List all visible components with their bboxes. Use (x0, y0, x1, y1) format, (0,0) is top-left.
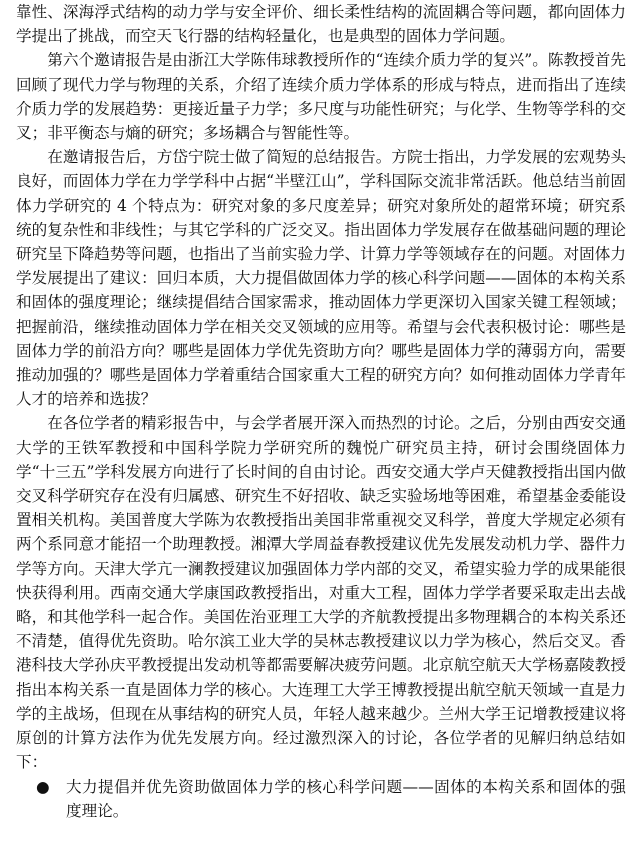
bullet-marker: ● (36, 777, 50, 796)
paragraph-3: 在邀请报告后，方岱宁院士做了简短的总结报告。方院士指出，力学发展的宏观势头良好，而固体力学在力学学科中占据“半壁江山”，学科国际交流非常活跃。他总结当前固体力学研究的 4 个特点为：研究对象的多尺度差异；研究对象所处的超常环境；研究系统的复杂性和非线性；与其它学科的广泛交叉。指出固体力学发展存在做基础问题的理论研究呈下降趋势等问题，也指出了当前实验力学、计算力学等领域存在的问题。对固体力学发展提出了建议：回归本质，大力提倡做固体力学的核心科学问题——固体的本构关系和固体的强度理论；继续提倡结合国家需求，推动固体力学更深切入国家关键工程领域；把握前沿，继续推动固体力学在相关交叉领域的应用等。希望与会代表积极讨论：哪些是固体力学的前沿方向？哪些是固体力学优先资助方向？哪些是固体力学的薄弱方向，需要推动加强的？哪些是固体力学着重结合国家重大工程的研究方向？如何推动固体力学青年人才的培养和选拔？ (16, 148, 626, 409)
paragraph-4: 在各位学者的精彩报告中，与会学者展开深入而热烈的讨论。之后，分别由西安交通大学的王铁军教授和中国科学院力学研究所的魏悦广研究员主持，研讨会围绕固体力学“十三五”学科发展方向进行了长时间的自由讨论。西安交通大学卢天健教授指出国内做交叉科学研究存在没有归属感、研究生不好招收、缺乏实验场地等困难，希望基金委能设置相关机构。美国普度大学陈为农教授指出美国非常重视交叉科学，普度大学规定必须有两个系同意才能招一个助理教授。湘潭大学周益春教授建议优先发展发动机力学、器件力学等方向。天津大学亢一澜教授建议加强固体力学内部的交叉，希望实验力学的成果能很快获得利用。西南交通大学康国政教授指出，对重大工程，固体力学学者要采取走出去战略，和其他学科一起合作。美国佐治亚理工大学的齐航教授提出多物理耦合的本构关系还不清楚，值得优先资助。哈尔滨工业大学的吴林志教授建议以力学为核心，然后交叉。香港科技大学孙庆平教授提出发动机等都需要解决疲劳问题。北京航空航天大学杨嘉陵教授指出本构关系一直是固体力学的核心。大连理工大学王博教授提出航空航天领域一直是力学的主战场，但现在从事结构的研究人员，年轻人越来越少。兰州大学王记增教授建议将原创的计算方法作为优先发展方向。经过激烈深入的讨论，各位学者的见解归纳总结如下： (16, 414, 626, 772)
bullet-text: 大力提倡并优先资助做固体力学的核心科学问题——固体的本构关系和固体的强度理论。 (66, 777, 626, 820)
bullet-item (16, 775, 626, 823)
paragraph-2: 第六个邀请报告是由浙江大学陈伟球教授所作的“连续介质力学的复兴”。陈教授首先回顾了现代力学与物理的关系，介绍了连续介质力学体系的形成与特点，进而指出了连续介质力学的发展趋势：更接近量子力学；多尺度与功能性研究；与化学、生物等学科的交叉；非平衡态与熵的研究；多场耦合与智能性等。 (16, 51, 626, 143)
paragraph-1: 靠性、深海浮式结构的动力学与安全评价、细长柔性结构的流固耦合等问题，都向固体力学提出了挑战，而空天飞行器的结构轻量化，也是典型的固体力学问题。 (16, 3, 626, 46)
